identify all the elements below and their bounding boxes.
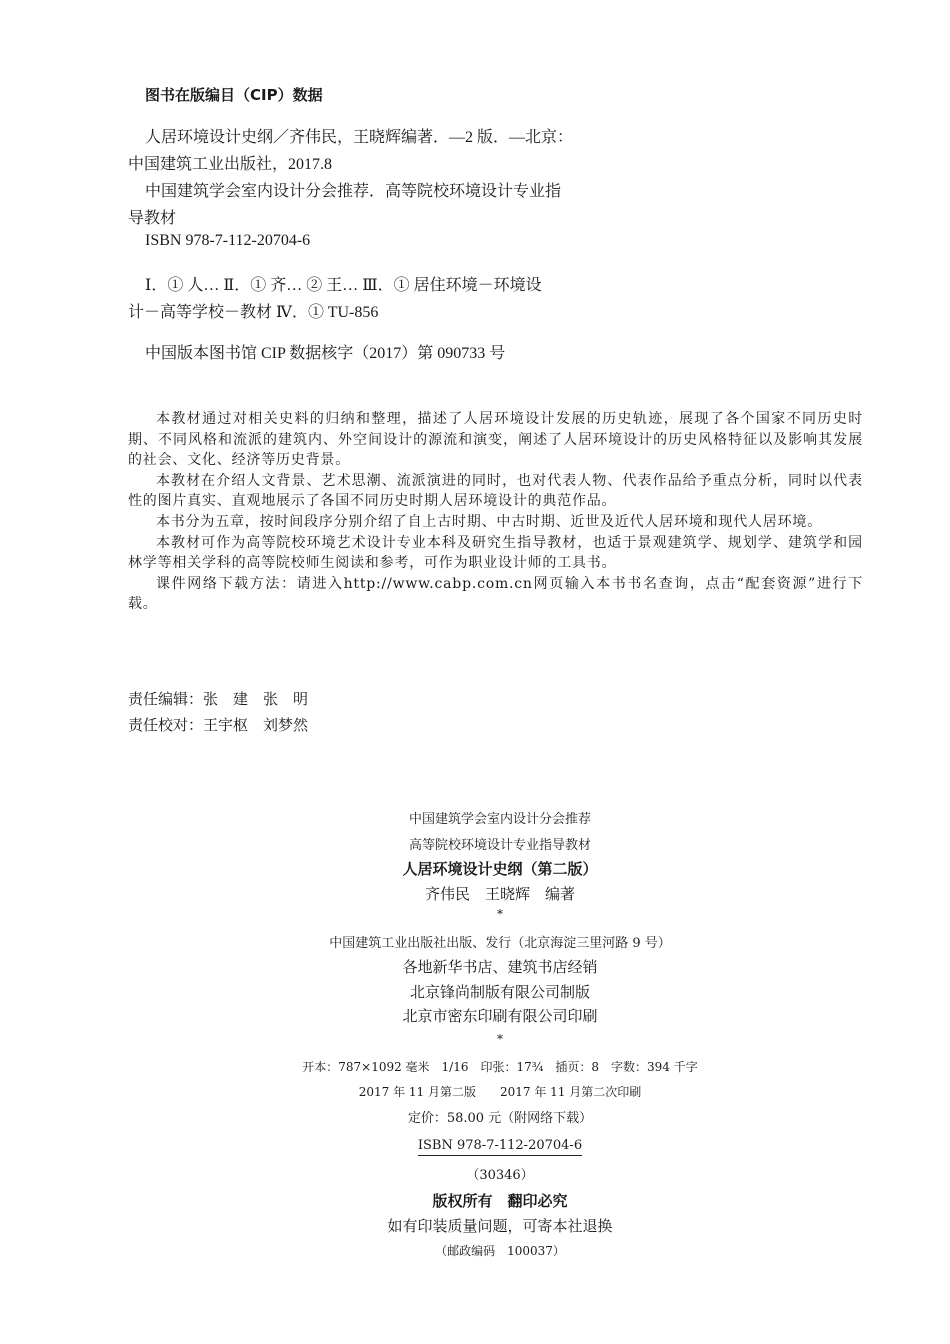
isbn-line xyxy=(0,1138,950,1156)
colophon-authors: 齐伟民 王晓辉 编著 xyxy=(424,885,575,903)
separator-star: * xyxy=(497,1032,503,1046)
printing-line: 北京市密东印刷有限公司印刷 xyxy=(402,1007,598,1025)
description-paragraph: 本教材通过对相关史料的归纳和整理，描述了人居环境设计发展的历史轨迹，展现了各个国家不同历史时期、不同风格和流派的建筑内、外空间设计的源流和演变，阐述了人居环境设计的历史风格特征以及影响其发展的社会、文化、经济等历史背景。 xyxy=(128,411,863,469)
cip-record-number: 中国版本图书馆 CIP 数据核字（2017）第 090733 号 xyxy=(145,345,506,362)
cip-classification-2: 计－高等学校－教材 Ⅳ．① TU-856 xyxy=(128,304,379,321)
copyright-notice: 版权所有 翻印必究 xyxy=(432,1192,568,1210)
responsible-editor: 责任编辑：张 建 张 明 xyxy=(128,690,309,708)
description-paragraph: 本教材可作为高等院校环境艺术设计专业本科及研究生指导教材，也适于景观建筑学、规划学、建筑学和园林学等相关学科的高等院校师生阅读和参考，可作为职业设计师的工具书。 xyxy=(128,534,863,572)
series-line: 高等院校环境设计专业指导教材 xyxy=(408,838,591,853)
separator-star: * xyxy=(497,907,503,921)
cip-line-1: 人居环境设计史纲／齐伟民，王晓辉编著．—2 版．—北京： xyxy=(145,129,574,146)
cip-title: 图书在版编目（CIP）数据 xyxy=(145,86,323,104)
description-paragraph: 本书分为五章，按时间段序分别介绍了自上古时期、中古时期、近世及近代人居环境和现代人居环境。 xyxy=(156,513,822,530)
responsible-proofreader: 责任校对：王宇枢 刘梦然 xyxy=(128,716,309,734)
cip-classification-1: Ⅰ．① 人… Ⅱ．① 齐… ② 王… Ⅲ．① 居住环境－环境设 xyxy=(145,277,542,294)
publisher-line: 中国建筑工业出版社出版、发行（北京海淀三里河路 9 号） xyxy=(329,936,671,951)
description-paragraph: 本教材在介绍人文背景、艺术思潮、流派演进的同时，也对代表人物、代表作品给予重点分析，同时以代表性的图片真实、直观地展示了各国不同历史时期人居环境设计的典范作品。 xyxy=(128,472,863,510)
book-description xyxy=(128,409,863,615)
recommendation-line: 中国建筑学会室内设计分会推荐 xyxy=(408,812,591,827)
colophon-book-title: 人居环境设计史纲（第二版） xyxy=(402,860,598,878)
cip-line-2: 中国建筑工业出版社，2017.8 xyxy=(128,156,333,173)
cip-line-4: 导教材 xyxy=(128,210,177,227)
book-code: （30346） xyxy=(466,1168,534,1183)
colophon-isbn: ISBN 978-7-112-20704-6 xyxy=(418,1138,582,1156)
return-notice: 如有印装质量问题，可寄本社退换 xyxy=(387,1217,613,1235)
postal-code: （邮政编码 100037） xyxy=(435,1244,565,1258)
price-line: 定价：58.00 元（附网络下载） xyxy=(407,1111,593,1126)
cip-line-3: 中国建筑学会室内设计分会推荐．高等院校环境设计专业指 xyxy=(145,183,562,200)
cip-isbn: ISBN 978-7-112-20704-6 xyxy=(145,232,311,249)
description-paragraph: 课件网络下载方法：请进入http://www.cabp.com.cn网页输入本书书名查询，点击“配套资源”进行下载。 xyxy=(128,575,863,613)
edition-info: 2017 年 11 月第二版 2017 年 11 月第二次印刷 xyxy=(358,1085,642,1099)
format-specs: 开本：787×1092 毫米 1/16 印张：17¾ 插页：8 字数：394 千字 xyxy=(302,1060,698,1074)
distribution-line: 各地新华书店、建筑书店经销 xyxy=(402,958,598,976)
typesetting-line: 北京锋尚制版有限公司制版 xyxy=(409,983,590,1001)
